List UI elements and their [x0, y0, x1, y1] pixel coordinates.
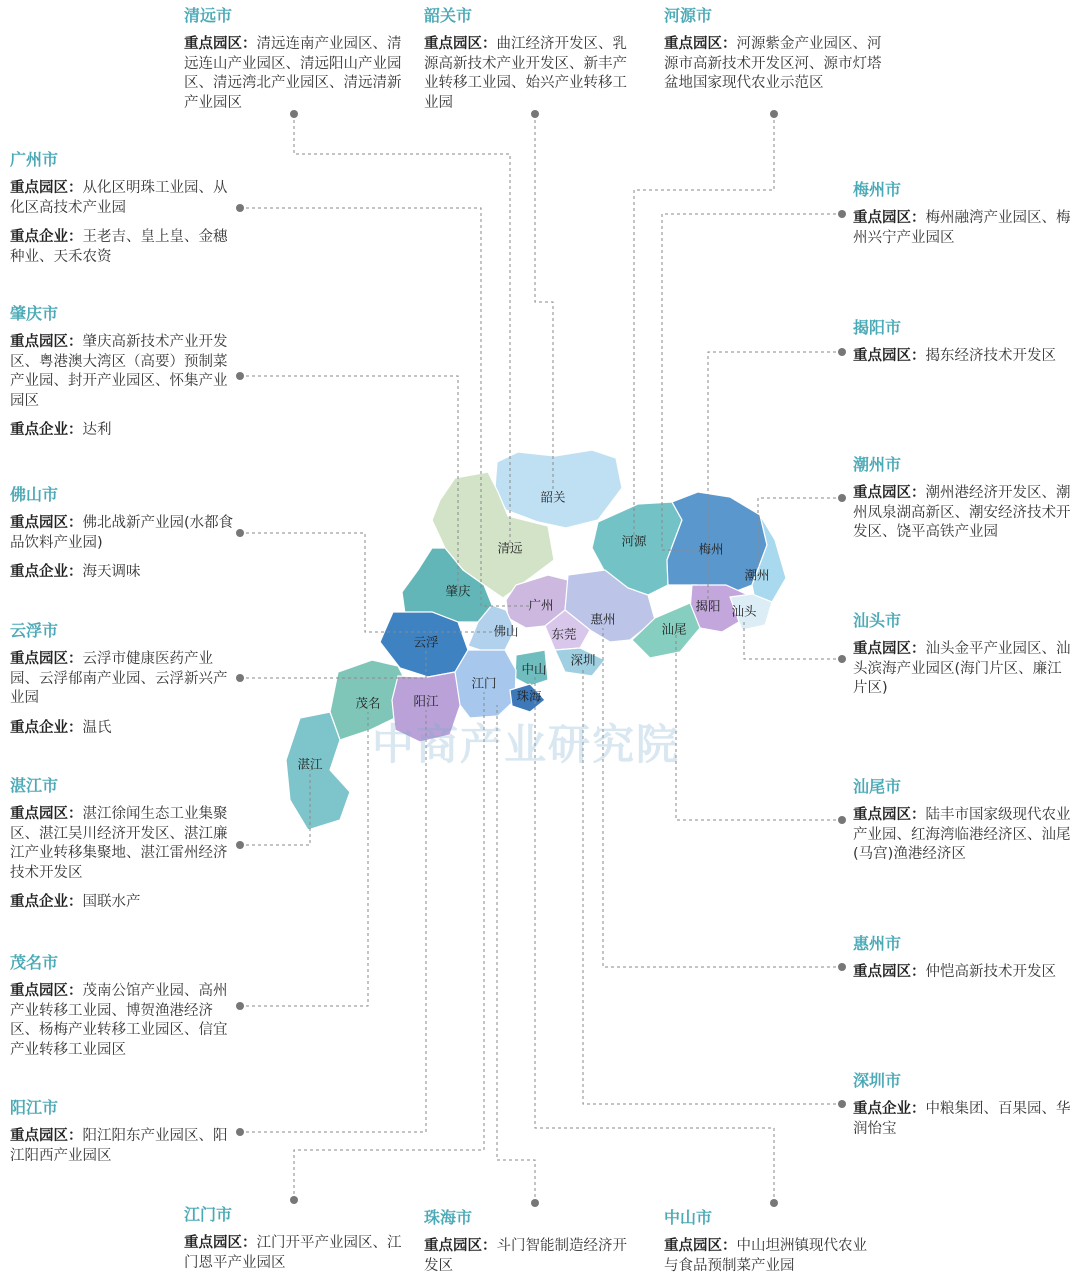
- park-text-zhongshan: 中山坦洲镇现代农业与食品预制菜产业园: [664, 1238, 867, 1274]
- card-heyuan: [664, 6, 884, 104]
- company-text-zhanjiang: 国联水产: [82, 894, 141, 910]
- company-label: 重点企业：: [10, 229, 83, 245]
- map-label-maoming: 茂名: [355, 695, 381, 711]
- card-zhuhai: [424, 1208, 639, 1286]
- city-title-yunfu: 云浮市: [10, 621, 59, 640]
- card-shanwei: [853, 777, 1073, 875]
- park-label: 重点园区：: [853, 485, 926, 501]
- map-label-heyuan: 河源: [621, 533, 647, 549]
- map-label-jieyang: 揭阳: [695, 598, 721, 614]
- leader-dot-maoming: [236, 1002, 244, 1010]
- park-row-jiangmen: [184, 1234, 409, 1273]
- leader-line-huizhou: [603, 628, 842, 967]
- park-text-yangjiang: 阳江阳东产业园区、阳江阳西产业园区: [10, 1128, 228, 1164]
- leader-dot-zhanjiang: [236, 841, 244, 849]
- company-text-yunfu: 温氏: [82, 719, 112, 736]
- company-row-yunfu: [10, 719, 235, 739]
- park-text-heyuan: 河源紫金产业园区、河源市高新技术开发区河、源市灯塔盆地国家现代农业示范区: [664, 36, 882, 91]
- city-title-zhanjiang: 湛江市: [10, 776, 59, 795]
- leader-line-shaoguan: [535, 114, 553, 490]
- park-label: 重点园区：: [853, 807, 926, 823]
- card-jieyang: [853, 318, 1073, 377]
- city-title-guangzhou: 广州市: [10, 150, 59, 169]
- park-row-huizhou: [853, 963, 1073, 983]
- park-text-zhanjiang: 湛江徐闻生态工业集聚区、湛江吴川经济开发区、湛江廉江产业转移集聚地、湛江雷州经济技术开发区: [10, 806, 228, 881]
- park-text-foshan: 佛北战新产业园(水都食品饮料产业园): [10, 515, 234, 551]
- company-row-zhanjiang: [10, 893, 235, 913]
- map-label-shanwei: 汕尾: [661, 621, 687, 637]
- map-label-yunfu: 云浮: [413, 634, 439, 650]
- card-shantou: [853, 611, 1073, 709]
- park-row-shantou: [853, 640, 1073, 699]
- park-label: 重点园区：: [853, 641, 926, 657]
- company-row-shenzhen: [853, 1100, 1073, 1139]
- card-meizhou: [853, 180, 1073, 258]
- company-label: 重点企业：: [10, 422, 83, 438]
- city-title-heyuan: 河源市: [664, 6, 713, 25]
- park-label: 重点园区：: [10, 651, 83, 667]
- park-label: 重点园区：: [853, 348, 926, 364]
- map-label-shaoguan: 韶关: [540, 489, 566, 505]
- park-row-shanwei: [853, 806, 1073, 865]
- map-label-zhaoqing: 肇庆: [445, 583, 471, 599]
- map-label-huizhou: 惠州: [590, 611, 616, 627]
- leader-dot-foshan: [236, 529, 244, 537]
- park-label: 重点园区：: [184, 1235, 257, 1251]
- leader-dot-chaozhou: [838, 494, 846, 502]
- park-row-zhuhai: [424, 1237, 639, 1276]
- park-row-meizhou: [853, 209, 1073, 248]
- leader-dot-heyuan: [770, 110, 778, 118]
- city-title-shantou: 汕头市: [853, 611, 902, 630]
- park-row-yunfu: [10, 650, 235, 709]
- map-label-yangjiang: 阳江: [413, 693, 439, 709]
- city-title-foshan: 佛山市: [10, 485, 59, 504]
- map-label-zhongshan: 中山: [521, 661, 547, 677]
- city-title-jiangmen: 江门市: [184, 1205, 233, 1224]
- leader-dot-zhongshan: [770, 1199, 778, 1207]
- leader-line-shanwei: [676, 635, 842, 820]
- map-label-dongguan: 东莞: [551, 626, 577, 642]
- park-text-chaozhou: 潮州港经济开发区、潮州凤泉湖高新区、潮安经济技术开发区、饶平高铁产业园: [853, 485, 1071, 540]
- city-title-huizhou: 惠州市: [853, 934, 902, 953]
- map-label-zhanjiang: 湛江: [297, 756, 323, 772]
- card-foshan: [10, 485, 235, 593]
- company-label: 重点企业：: [853, 1101, 926, 1117]
- leader-dot-meizhou: [838, 210, 846, 218]
- map-label-qingyuan: 清远: [497, 540, 523, 556]
- park-label: 重点园区：: [664, 1238, 737, 1254]
- company-text-shenzhen: 中粮集团、百果园、华润怡宝: [853, 1101, 1071, 1137]
- card-qingyuan: [184, 6, 409, 123]
- leader-dot-shenzhen: [838, 1100, 846, 1108]
- card-chaozhou: [853, 455, 1073, 553]
- map-label-shantou: 汕头: [731, 603, 757, 619]
- park-text-qingyuan: 清远连南产业园区、清远连山产业园区、清远阳山产业园区、清远湾北产业园区、清远清新产业园区: [184, 36, 402, 111]
- park-row-jieyang: [853, 347, 1073, 367]
- park-row-maoming: [10, 982, 235, 1060]
- park-label: 重点园区：: [10, 806, 83, 822]
- leader-dot-shanwei: [838, 816, 846, 824]
- park-row-chaozhou: [853, 484, 1073, 543]
- park-row-guangzhou: [10, 179, 235, 218]
- park-row-shaoguan: [424, 35, 639, 113]
- map-label-zhuhai: 珠海: [516, 688, 542, 704]
- park-label: 重点园区：: [853, 964, 926, 980]
- city-title-shanwei: 汕尾市: [853, 777, 902, 796]
- park-label: 重点园区：: [10, 1128, 83, 1144]
- map-label-meizhou: 梅州: [698, 541, 724, 557]
- city-title-qingyuan: 清远市: [184, 6, 233, 25]
- card-guangzhou: [10, 150, 235, 277]
- company-label: 重点企业：: [10, 719, 83, 736]
- park-row-heyuan: [664, 35, 884, 94]
- city-title-zhaoqing: 肇庆市: [10, 304, 59, 323]
- park-row-zhanjiang: [10, 805, 235, 883]
- leader-dot-guangzhou: [236, 204, 244, 212]
- company-row-guangzhou: [10, 228, 235, 267]
- city-title-maoming: 茂名市: [10, 953, 59, 972]
- park-row-yangjiang: [10, 1127, 235, 1166]
- city-title-zhongshan: 中山市: [664, 1208, 713, 1227]
- company-label: 重点企业：: [10, 564, 83, 580]
- card-zhongshan: [664, 1208, 879, 1286]
- leader-dot-yangjiang: [236, 1128, 244, 1136]
- leader-dot-jieyang: [838, 348, 846, 356]
- leader-dot-yunfu: [236, 674, 244, 682]
- park-row-zhaoqing: [10, 333, 235, 411]
- map-label-shenzhen: 深圳: [570, 652, 596, 668]
- leader-line-heyuan: [634, 114, 774, 540]
- city-title-shaoguan: 韶关市: [424, 6, 473, 25]
- company-text-zhaoqing: 达利: [82, 422, 112, 438]
- company-text-guangzhou: 王老吉、皇上皇、金穗种业、天禾农资: [10, 229, 228, 265]
- city-title-yangjiang: 阳江市: [10, 1098, 59, 1117]
- park-text-meizhou: 梅州融湾产业园区、梅州兴宁产业园区: [853, 210, 1071, 246]
- park-row-zhongshan: [664, 1237, 879, 1276]
- park-text-guangzhou: 从化区明珠工业园、从化区高技术产业园: [10, 180, 228, 216]
- park-text-zhuhai: 斗门智能制造经济开发区: [424, 1238, 627, 1274]
- park-text-jieyang: 揭东经济技术开发区: [925, 348, 1056, 364]
- leader-line-zhuhai: [497, 705, 535, 1203]
- park-text-shanwei: 陆丰市国家级现代农业产业园、红海湾临港经济区、汕尾(马宫)渔港经济区: [853, 807, 1071, 862]
- watermark: 中商产业研究院: [372, 720, 681, 769]
- park-label: 重点园区：: [10, 334, 83, 350]
- card-zhaoqing: [10, 304, 235, 451]
- card-shaoguan: [424, 6, 639, 123]
- park-text-yunfu: 云浮市健康医药产业园、云浮郁南产业园、云浮新兴产业园: [10, 651, 228, 706]
- company-label: 重点企业：: [10, 894, 83, 910]
- leader-dot-huizhou: [838, 963, 846, 971]
- leader-dot-jiangmen: [290, 1196, 298, 1204]
- map-label-jiangmen: 江门: [471, 675, 497, 691]
- park-label: 重点园区：: [10, 515, 83, 531]
- card-zhanjiang: [10, 776, 235, 923]
- map-label-foshan: 佛山: [493, 623, 519, 639]
- city-title-chaozhou: 潮州市: [853, 455, 902, 474]
- park-row-foshan: [10, 514, 235, 553]
- park-text-maoming: 茂南公馆产业园、高州产业转移工业园、博贺渔港经济区、杨梅产业转移工业园区、信宜产业转移工业园区: [10, 983, 228, 1058]
- card-shenzhen: [853, 1071, 1073, 1149]
- card-huizhou: [853, 934, 1073, 993]
- park-text-huizhou: 仲恺高新技术开发区: [925, 964, 1056, 980]
- city-title-meizhou: 梅州市: [853, 180, 902, 199]
- company-text-foshan: 海天调味: [82, 564, 141, 580]
- park-text-shaoguan: 曲江经济开发区、乳源高新技术产业开发区、新丰产业转移工业园、始兴产业转移工业园: [424, 36, 627, 111]
- park-label: 重点园区：: [10, 983, 83, 999]
- park-text-zhaoqing: 肇庆高新技术产业开发区、粤港澳大湾区（高要）预制菜产业园、封开产业园区、怀集产业园区: [10, 334, 228, 409]
- park-text-jiangmen: 江门开平产业园区、江门恩平产业园区: [184, 1235, 402, 1271]
- park-label: 重点园区：: [853, 210, 926, 226]
- leader-dot-zhuhai: [531, 1199, 539, 1207]
- card-jiangmen: [184, 1205, 409, 1283]
- card-yangjiang: [10, 1098, 235, 1176]
- park-text-shantou: 汕头金平产业园区、汕头滨海产业园区(海门片区、廉江片区): [853, 641, 1071, 696]
- park-label: 重点园区：: [424, 1238, 497, 1254]
- map-label-chaozhou: 潮州: [744, 567, 770, 583]
- park-row-qingyuan: [184, 35, 409, 113]
- park-label: 重点园区：: [184, 36, 257, 52]
- park-label: 重点园区：: [10, 180, 83, 196]
- park-label: 重点园区：: [664, 36, 737, 52]
- map-label-guangzhou: 广州: [528, 597, 554, 613]
- card-yunfu: [10, 621, 235, 748]
- city-title-zhuhai: 珠海市: [424, 1208, 473, 1227]
- city-title-jieyang: 揭阳市: [853, 318, 902, 337]
- park-label: 重点园区：: [424, 36, 497, 52]
- leader-dot-zhaoqing: [236, 372, 244, 380]
- company-row-zhaoqing: [10, 421, 235, 441]
- leader-dot-shantou: [838, 655, 846, 663]
- company-row-foshan: [10, 563, 235, 583]
- card-maoming: [10, 953, 235, 1070]
- city-title-shenzhen: 深圳市: [853, 1071, 902, 1090]
